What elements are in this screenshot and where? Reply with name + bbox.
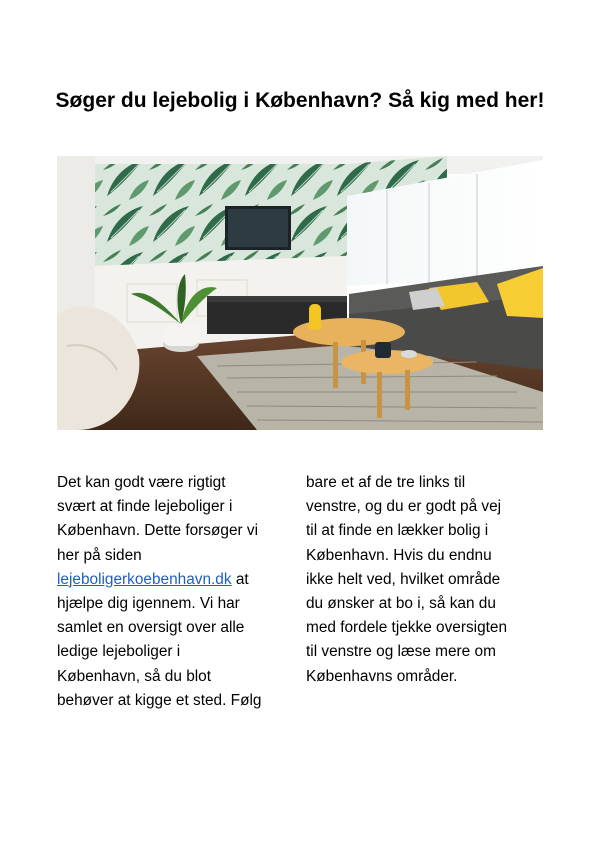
text-line: til at finde en lækker bolig i [306,522,489,540]
text-line: her på siden [57,546,142,564]
text-line: behøver at kigge et sted. Følg [57,691,262,709]
link-suffix-text: at [231,570,249,588]
text-line: København, så du blot [57,667,212,685]
text-line: København. Dette forsøger vi [57,522,259,540]
site-link[interactable]: lejeboligerkoebenhavn.dk [57,570,232,588]
text-line: ledige lejeboliger i [57,643,181,661]
text-line: ikke helt ved, hvilket område [306,570,501,588]
text-line: med fordele tjekke oversigten [306,619,508,637]
page-title: Søger du lejebolig i København? Så kig med her! [55,89,545,112]
text-line: Københavns områder. [306,667,458,685]
body-text-right-column [306,471,546,689]
text-line: svært at finde lejeboliger i [57,498,233,516]
text-line: bare et af de tre links til [306,474,466,491]
text-line: venstre, og du er godt på vej [306,498,502,516]
text-line: du ønsker at bo i, så kan du [306,595,496,613]
text-line-with-link [57,568,289,592]
living-room-photo [57,156,543,430]
text-line: samlet en oversigt over alle [57,619,245,637]
text-line: hjælpe dig igennem. Vi har [57,595,240,613]
body-text-left-column [57,471,289,713]
text-line: København. Hvis du endnu [306,546,492,564]
text-line: til venstre og læse mere om [306,643,496,661]
text-line: Det kan godt være rigtigt [57,474,226,491]
